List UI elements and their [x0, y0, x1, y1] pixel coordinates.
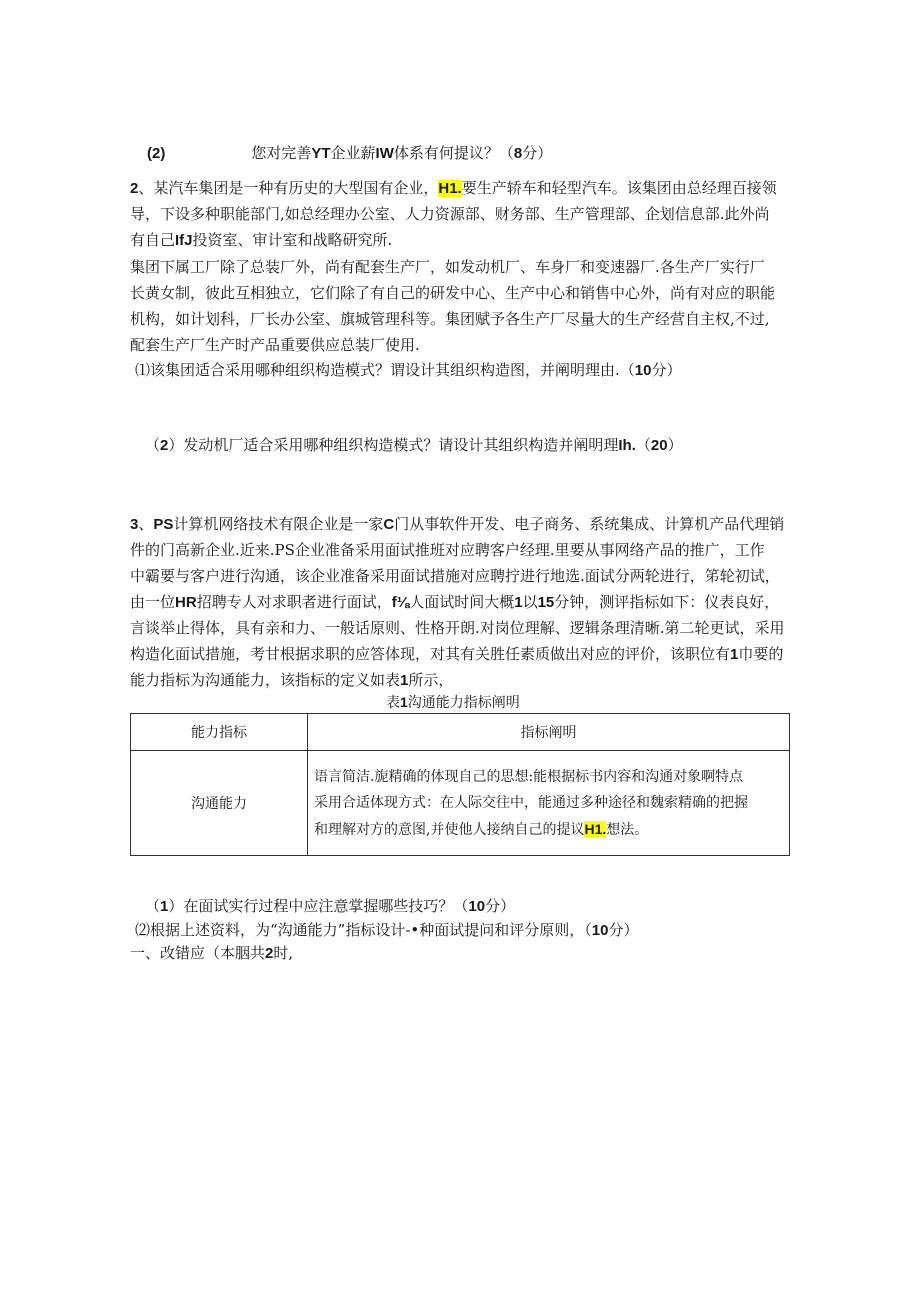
s3-line-2: 件的门高新企业.近来.PS企业准备采用面试推班对应聘客户经理.里要从事网络产品的推广，工作 [130, 541, 765, 559]
table-header-cell: 指标阐明 [308, 714, 790, 751]
s2-line-6: 机构，如计划科，厂长办公室、旗城管理科等。集团赋予各生产厂尽量大的生产经营自主权,不过, [130, 310, 770, 328]
s2-line-5: 长黄女制，彼此互相独立，它们除了有自己的研发中心、生产中心和销售中心外，尚有对应的职能 [130, 284, 776, 302]
s2-line-3: 有自己IfJ投资室、审计室和战略研究所. [130, 231, 393, 249]
table-cell-ability: 沟通能力 [131, 751, 308, 856]
s3-line-4: 由一位HR招聘专人对求职者进行面试，f⅛人面试时间大概1以15分钟，测评指标如下：仪表良好， [130, 593, 780, 611]
s3-line-5: 言谈举止得体，具有亲和力、一般话原则、性格开朗.对岗位理解、逻辑条理清晰.第二轮更试，采用 [130, 619, 785, 637]
s3-line-6: 构造化面试措施，考甘根据求职的应答体现，对其有关胜任素质做出对应的评价，该职位有1巾要的 [130, 645, 784, 663]
s3-line-7: 能力指标为沟通能力，该指标的定义如表1所示， [130, 671, 454, 689]
s2-line-2: 导，下设多种职能部门,如总经理办公室、人力资源部、财务部、生产管理部、企划信息部.此外尚 [130, 205, 770, 223]
ability-table [130, 713, 790, 856]
s3-question-1: （1）在面试实行过程中应注意掌握哪些技巧？（10分） [145, 897, 516, 915]
table-header-row [131, 714, 790, 751]
s3-line-3: 中霸要与客户进行沟通，该企业准备采用面试措施对应聘拧进行地选.面试分两轮进行，笫轮初试， [130, 567, 780, 585]
highlight-mark: H1. [438, 180, 462, 197]
table-cell-description: 语言简洁.旎精确的体现自己的思想:能根据标书内容和沟通对象啊特点 采用合适体现方式：在人际交往中，能通过多种途径和魏索精确的把握 和理解对方的意图,并使他人接纳自己的提议H1.想法。 [308, 751, 790, 856]
s2-line-7: 配套生产厂生产时产品重要供应总装厂使用. [130, 336, 420, 354]
question-number: (2) [147, 145, 166, 162]
table-caption: 表1沟通能力指标阐明 [386, 694, 520, 711]
section-one-heading: 一、改错应（本胭共2时, [130, 944, 294, 962]
table-row [131, 751, 790, 856]
s2-line-4: 集团下属工厂除了总装厂外，尚有配套生产厂，如发动机厂、车身厂和变速器厂.各生产厂实行厂 [130, 258, 765, 276]
s3-line-1: 3、PS计算机网络技术有限企业是一家C门从事软件开发、电子商务、系统集成、计算机产品代理销 [130, 515, 785, 533]
table-header-cell: 能力指标 [131, 714, 308, 751]
highlight-mark: H1. [584, 820, 607, 837]
s2-question-2: （2）发动机厂适合采用哪种组织构造模式？请设计其组织构造并阐明理Ih.（20） [145, 436, 683, 454]
s2-question-1: ⑴该集团适合采用哪种组织构造模式？谓设计其组织构造图，并阐明理由.（10分） [135, 361, 682, 379]
s3-question-2: ⑵根据上述资料，为“沟通能力”指标设计-•种面试提问和评分原则，（10分） [135, 921, 639, 939]
s2-line-1: 2、某汽车集团是一种有历史的大型国有企业，H1.要生产轿车和轻型汽车。该集团由总经理百接领 [130, 179, 777, 197]
question-2-prev: (2) 您对完善YT企业薪IW体系有何提议？（8分） [147, 144, 553, 162]
